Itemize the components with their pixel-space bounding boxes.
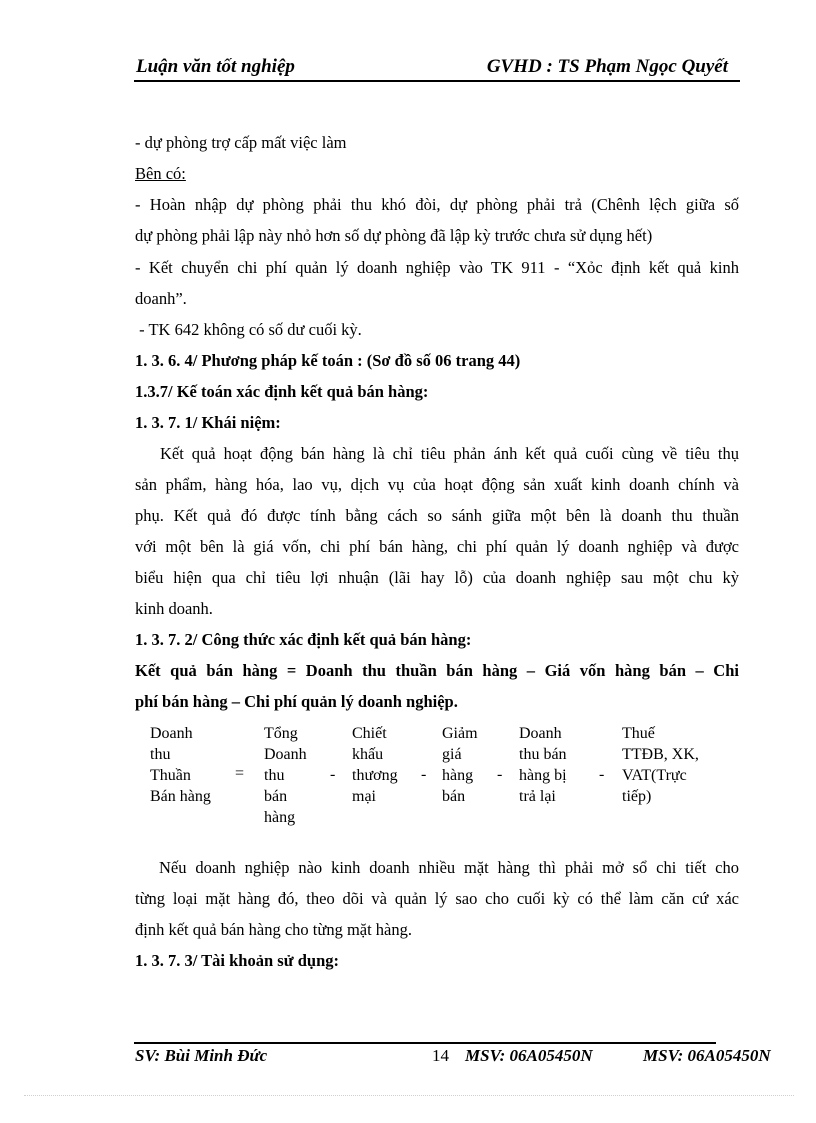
paragraph-line: Nếu doanh nghiệp nào kinh doanh nhiều mặt hàng thì phải mở sổ chi tiết cho — [159, 858, 739, 877]
paragraph-line: phụ. Kết quả đó được tính bằng cách so sánh giữa một bên là doanh thu thuần — [135, 506, 739, 525]
paragraph-line: từng loại mặt hàng đó, theo dõi và quản lý sao cho cuối kỳ có thể làm căn cứ xác — [135, 889, 739, 908]
text-line-credit: Bên có: — [135, 164, 186, 183]
text-line: - Hoàn nhập dự phòng phải thu khó đòi, dự phòng phải trả (Chênh lệch giữa số — [135, 195, 739, 214]
paragraph-line: kinh doanh. — [135, 599, 213, 618]
formula-sales-allowance: Giảm giá hàng bán — [442, 725, 478, 805]
section-heading: 1.3.7/ Kế toán xác định kết quả bán hàng: — [135, 382, 429, 401]
section-heading: 1. 3. 6. 4/ Phương pháp kế toán : (Sơ đồ số 06 trang 44) — [135, 351, 521, 370]
formula-total-revenue: Tổng Doanh thu bán hàng — [264, 725, 307, 826]
section-heading: 1. 3. 7. 2/ Công thức xác định kết quả bán hàng: — [135, 630, 472, 649]
minus-sign: - — [330, 766, 336, 783]
footer-student-id-2: MSV: 06A05450N — [643, 1046, 771, 1065]
footer-rule — [134, 1042, 716, 1044]
formula-taxes: Thuế TTĐB, XK, VAT(Trực tiếp) — [622, 725, 699, 805]
page-number: 14 — [432, 1046, 449, 1065]
paragraph-line: với một bên là giá vốn, chi phí bán hàng, chi phí quản lý doanh nghiệp và được — [135, 537, 739, 556]
section-heading: 1. 3. 7. 3/ Tài khoản sử dụng: — [135, 951, 340, 970]
text-line: - TK 642 không có số dư cuối kỳ. — [135, 320, 362, 339]
section-heading: 1. 3. 7. 1/ Khái niệm: — [135, 413, 281, 432]
footer-student: SV: Bùi Minh Đức — [135, 1046, 268, 1065]
footer-student-id: MSV: 06A05450N — [465, 1046, 593, 1065]
document-body — [135, 0, 739, 1040]
text-line: - dự phòng trợ cấp mất việc làm — [135, 133, 347, 152]
minus-sign: - — [497, 766, 503, 783]
paragraph-line: Kết quả hoạt động bán hàng là chỉ tiêu phản ánh kết quả cuối cùng về tiêu thụ — [160, 444, 739, 463]
text-line: dự phòng phải lập này nhỏ hơn số dự phòng đã lập kỳ trước chưa sử dụng hết) — [135, 226, 653, 245]
minus-sign: - — [599, 766, 605, 783]
header-supervisor: GVHD : TS Phạm Ngọc Quyết — [486, 56, 728, 77]
paragraph-line: định kết quả bán hàng cho từng mặt hàng. — [135, 920, 413, 939]
formula-net-revenue: Doanh thu Thuần Bán hàng — [150, 725, 211, 805]
formula-trade-discount: Chiết khấu thương mại — [352, 725, 398, 805]
header-title: Luận văn tốt nghiệp — [136, 56, 295, 77]
minus-sign: - — [421, 766, 427, 783]
formula-sales-returns: Doanh thu bán hàng bị trả lại — [519, 725, 567, 805]
paragraph-line: biểu hiện qua chỉ tiêu lợi nhuận (lãi hay lỗ) của doanh nghiệp sau một chu kỳ — [135, 568, 739, 587]
text-line: - Kết chuyển chi phí quản lý doanh nghiệp vào TK 911 - “Xỏc định kết quả kinh — [135, 258, 739, 277]
equals-sign: = — [235, 765, 245, 782]
formula-statement: Kết quả bán hàng = Doanh thu thuần bán hàng – Giá vốn hàng bán – Chi — [135, 661, 739, 680]
text-line: doanh”. — [135, 289, 187, 308]
formula-statement: phí bán hàng – Chi phí quản lý doanh nghiệp. — [135, 692, 458, 711]
paragraph-line: sản phẩm, hàng hóa, lao vụ, dịch vụ của hoạt động sản xuất kinh doanh chính và — [135, 475, 739, 494]
page-bottom-divider — [24, 1095, 794, 1096]
